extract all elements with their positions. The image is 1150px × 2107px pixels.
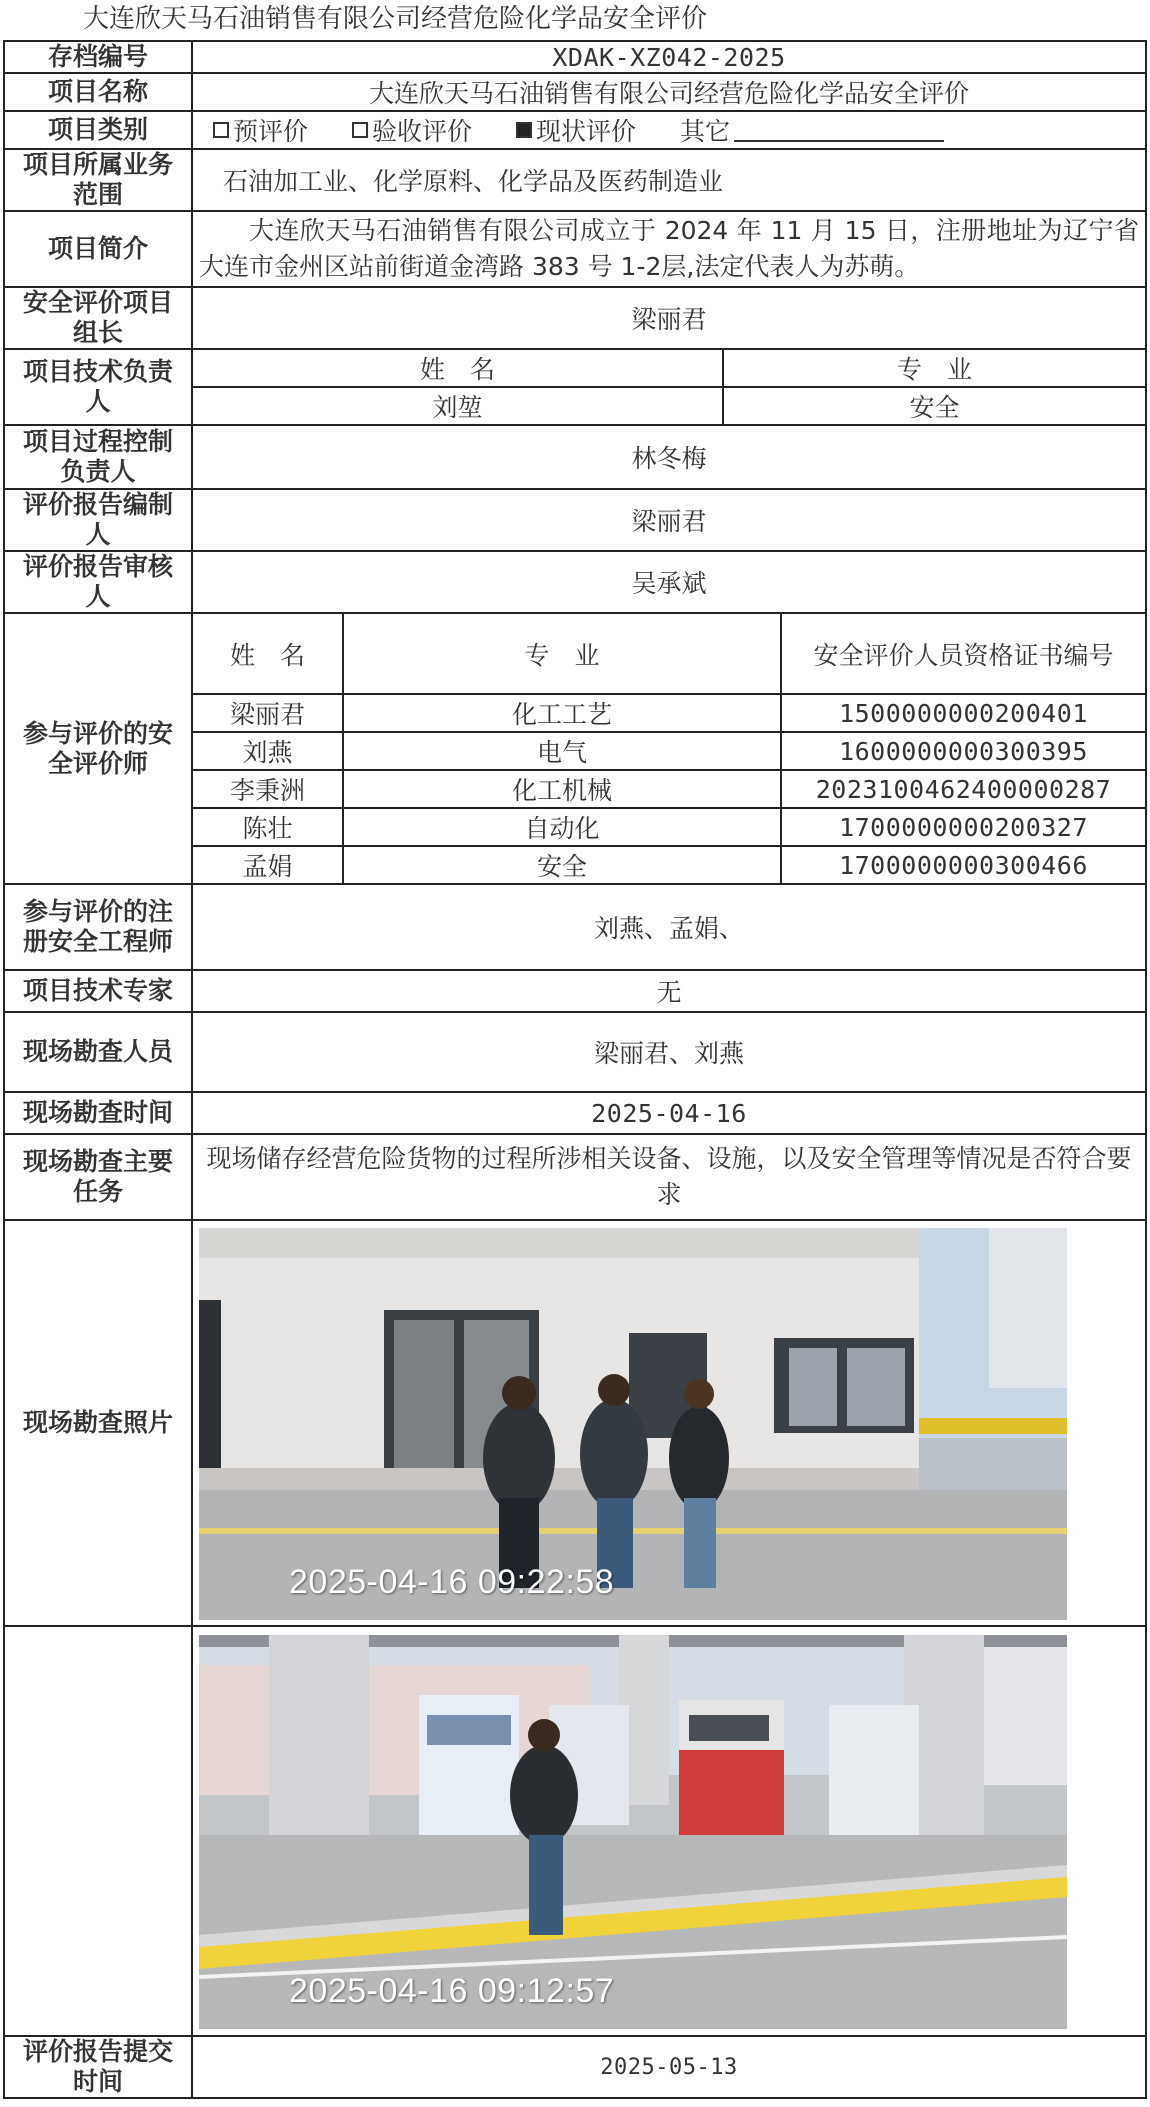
assessor-major: 自动化 xyxy=(343,808,781,846)
assessors-label: 参与评价的安全评价师 xyxy=(4,613,192,884)
business-scope-label: 项目所属业务范围 xyxy=(4,149,192,211)
assessor-major: 化工工艺 xyxy=(343,694,781,732)
project-name-label: 项目名称 xyxy=(4,73,192,111)
assessor-name: 孟娟 xyxy=(193,846,343,883)
archive-label: 存档编号 xyxy=(4,41,192,73)
assessors-cell xyxy=(192,613,1146,884)
tech-lead-name-header: 姓 名 xyxy=(193,350,723,387)
submit-time-label: 评价报告提交时间 xyxy=(4,2036,192,2098)
survey-photo-1-image xyxy=(199,1228,1067,1620)
assessor-cert: 1500000000200401 xyxy=(781,694,1145,732)
intro-label: 项目简介 xyxy=(4,211,192,287)
assessment-info-table xyxy=(3,40,1147,2099)
assessor-row xyxy=(193,694,1145,732)
project-intro: 大连欣天马石油销售有限公司成立于 2024 年 11 月 15 日，注册地址为辽宁省大连市金州区站前街道金湾路 383 号 1-2层,法定代表人为苏萌。 xyxy=(192,211,1146,287)
tech-experts: 无 xyxy=(192,970,1146,1012)
submit-time: 2025-05-13 xyxy=(192,2036,1146,2098)
assessor-major: 电气 xyxy=(343,732,781,770)
survey-photos-label: 现场勘查照片 xyxy=(4,1220,192,1626)
assessor-name: 刘燕 xyxy=(193,732,343,770)
option-pre-assessment[interactable]: 预评价 xyxy=(213,112,308,148)
assessor-row xyxy=(193,770,1145,808)
assessor-row xyxy=(193,846,1145,883)
team-leader-label: 安全评价项目组长 xyxy=(4,287,192,349)
assessor-cert: 1700000000300466 xyxy=(839,850,1088,880)
assessor-major-header: 专 业 xyxy=(343,614,781,694)
survey-staff-label: 现场勘查人员 xyxy=(4,1012,192,1092)
assessor-name: 李秉洲 xyxy=(193,770,343,808)
tech-lead-major-header: 专 业 xyxy=(723,350,1145,387)
survey-photos-label-continued xyxy=(4,1626,192,2036)
assessor-cert: 1600000000300395 xyxy=(781,732,1145,770)
assessor-row xyxy=(193,808,1145,846)
survey-photo-cell-1 xyxy=(192,1220,1146,1626)
assessor-name: 陈壮 xyxy=(193,808,343,846)
tech-lead-major: 安全 xyxy=(909,393,960,422)
assessor-cert: 1700000000200327 xyxy=(781,808,1145,846)
survey-photo-2-image xyxy=(199,1635,1067,2029)
tech-lead-cell xyxy=(192,349,1146,425)
checkbox-status-assessment[interactable] xyxy=(516,122,532,138)
survey-time: 2025-04-16 xyxy=(192,1092,1146,1134)
assessor-name-header: 姓 名 xyxy=(193,614,343,694)
business-scope: 石油加工业、化学原料、化学品及医药制造业 xyxy=(192,149,1146,211)
other-blank-line[interactable] xyxy=(734,118,944,142)
reg-engineers-label: 参与评价的注册安全工程师 xyxy=(4,884,192,970)
page-title: 大连欣天马石油销售有限公司经营危险化学品安全评价 xyxy=(82,4,707,34)
assessor-name: 梁丽君 xyxy=(193,694,343,732)
report-reviewer-label: 评价报告审核人 xyxy=(4,551,192,613)
photo-1-timestamp: 2025-04-16 09:22:58 xyxy=(289,1563,615,1601)
tech-lead-table xyxy=(193,350,1145,424)
project-type-label: 项目类别 xyxy=(4,111,192,149)
process-lead: 林冬梅 xyxy=(192,425,1146,489)
survey-staff: 梁丽君、刘燕 xyxy=(192,1012,1146,1092)
option-acceptance-assessment[interactable]: 验收评价 xyxy=(352,112,472,148)
archive-number: XDAK-XZ042-2025 xyxy=(192,41,1146,73)
survey-photo-cell-2 xyxy=(192,1626,1146,2036)
assessor-major: 安全 xyxy=(343,846,781,883)
report-author-label: 评价报告编制人 xyxy=(4,489,192,551)
assessor-cert-header: 安全评价人员资格证书编号 xyxy=(781,614,1145,694)
survey-photo-1 xyxy=(199,1228,1139,1620)
tech-lead-label: 项目技术负责人 xyxy=(4,349,192,425)
team-leader: 梁丽君 xyxy=(192,287,1146,349)
survey-time-label: 现场勘查时间 xyxy=(4,1092,192,1134)
report-author: 梁丽君 xyxy=(192,489,1146,551)
project-type-options xyxy=(192,111,1146,149)
tech-lead-name: 刘堃 xyxy=(193,387,723,424)
assessors-table xyxy=(193,614,1145,883)
assessor-cert: 2023100462400000287 xyxy=(781,770,1145,808)
report-reviewer: 吴承斌 xyxy=(192,551,1146,613)
reg-engineers: 刘燕、孟娟、 xyxy=(192,884,1146,970)
survey-task: 现场储存经营危险货物的过程所涉相关设备、设施，以及安全管理等情况是否符合要求 xyxy=(192,1134,1146,1220)
project-name: 大连欣天马石油销售有限公司经营危险化学品安全评价 xyxy=(192,73,1146,111)
photo-2-timestamp: 2025-04-16 09:12:57 xyxy=(289,1972,615,2010)
process-lead-label: 项目过程控制负责人 xyxy=(4,425,192,489)
tech-experts-label: 项目技术专家 xyxy=(4,970,192,1012)
assessor-major: 化工机械 xyxy=(343,770,781,808)
assessor-row xyxy=(193,732,1145,770)
checkbox-acceptance-assessment[interactable] xyxy=(352,122,368,138)
option-status-assessment[interactable]: 现状评价 xyxy=(516,112,636,148)
option-other: 其它 xyxy=(680,112,944,148)
survey-photo-2 xyxy=(199,1635,1139,2029)
survey-task-label: 现场勘查主要任务 xyxy=(4,1134,192,1220)
checkbox-pre-assessment[interactable] xyxy=(213,122,229,138)
